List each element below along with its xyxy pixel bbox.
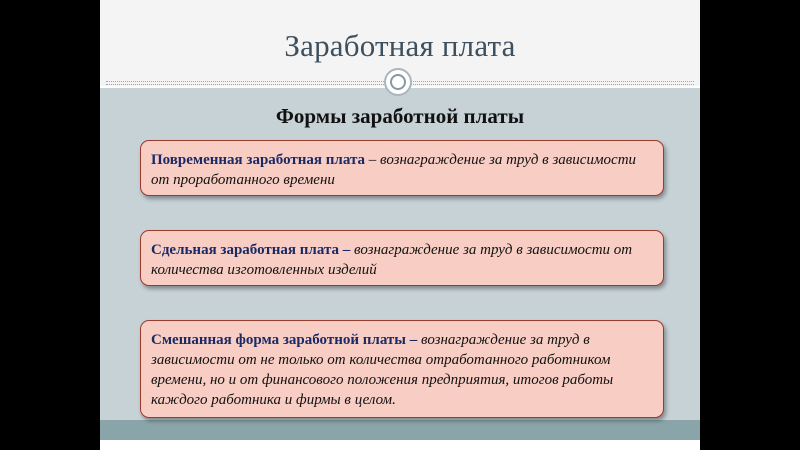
form-definition: вознаграждение за труд в зависимости от не только от количества отработанного работником времени, но и от финансового положения предприятия, итогов работы каждого работника и фирмы в целом. [151, 332, 614, 408]
form-box-time-based [140, 140, 664, 196]
slide-subtitle: Формы заработной платы [275, 104, 525, 128]
form-definition: – вознаграждение за труд в зависимости от проработанного времени [151, 152, 637, 188]
form-term: Повременная заработная плата [151, 152, 365, 168]
slide-title: Заработная плата [284, 28, 516, 63]
form-definition: вознаграждение за труд в зависимости от количества изготовленных изделий [151, 242, 633, 278]
circle-ornament-inner [390, 74, 406, 90]
slide [100, 0, 700, 450]
form-term: Сдельная заработная плата – [151, 242, 351, 258]
footer-band [100, 420, 700, 440]
form-box-mixed [140, 320, 664, 418]
circle-ornament-icon [384, 68, 412, 96]
form-box-piece-rate [140, 230, 664, 286]
form-term: Смешанная форма заработной платы – [151, 332, 418, 348]
